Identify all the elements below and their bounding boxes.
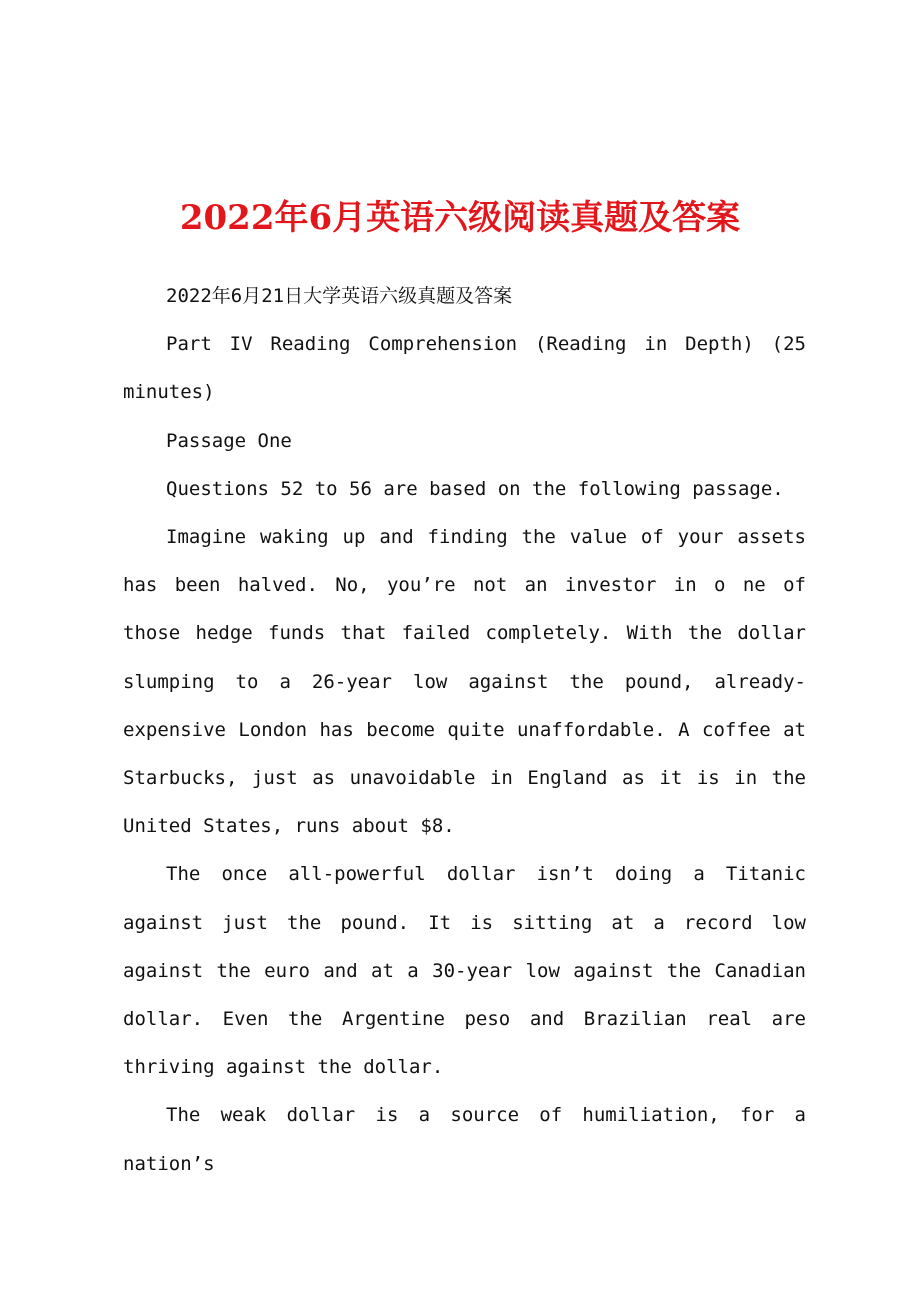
paragraph-exam-date: 2022年6月21日大学英语六级真题及答案 xyxy=(166,285,513,307)
paragraph-passage-1: Imagine waking up and finding the value of your assets has been halved. No, you’re not an investor in o ne of those hedge funds that failed completely. With the dollar slumping to a 26-year low against the pound, already-expensive London has become quite unaffordable. A coffee at Starbucks, just as unavoidable in England as it is in the United States, runs about $8. xyxy=(123,526,806,838)
document-body xyxy=(123,272,806,1188)
paragraph-questions-intro: Questions 52 to 56 are based on the following passage. xyxy=(166,477,784,500)
document-title: 2022年6月英语六级阅读真题及答案 xyxy=(179,198,741,238)
paragraph-part-heading: Part IV Reading Comprehension (Reading in Depth) (25 minutes) xyxy=(123,333,806,404)
paragraph-passage-3: The weak dollar is a source of humiliation, for a nation’s xyxy=(123,1104,806,1175)
paragraph-passage-label: Passage One xyxy=(166,429,292,452)
paragraph-passage-2: The once all-powerful dollar isn’t doing a Titanic against just the pound. It is sitting at a record low against the euro and at a 30-year low against the Canadian dollar. Even the Argentine peso and Brazilian real are thriving against the dollar. xyxy=(123,863,806,1079)
